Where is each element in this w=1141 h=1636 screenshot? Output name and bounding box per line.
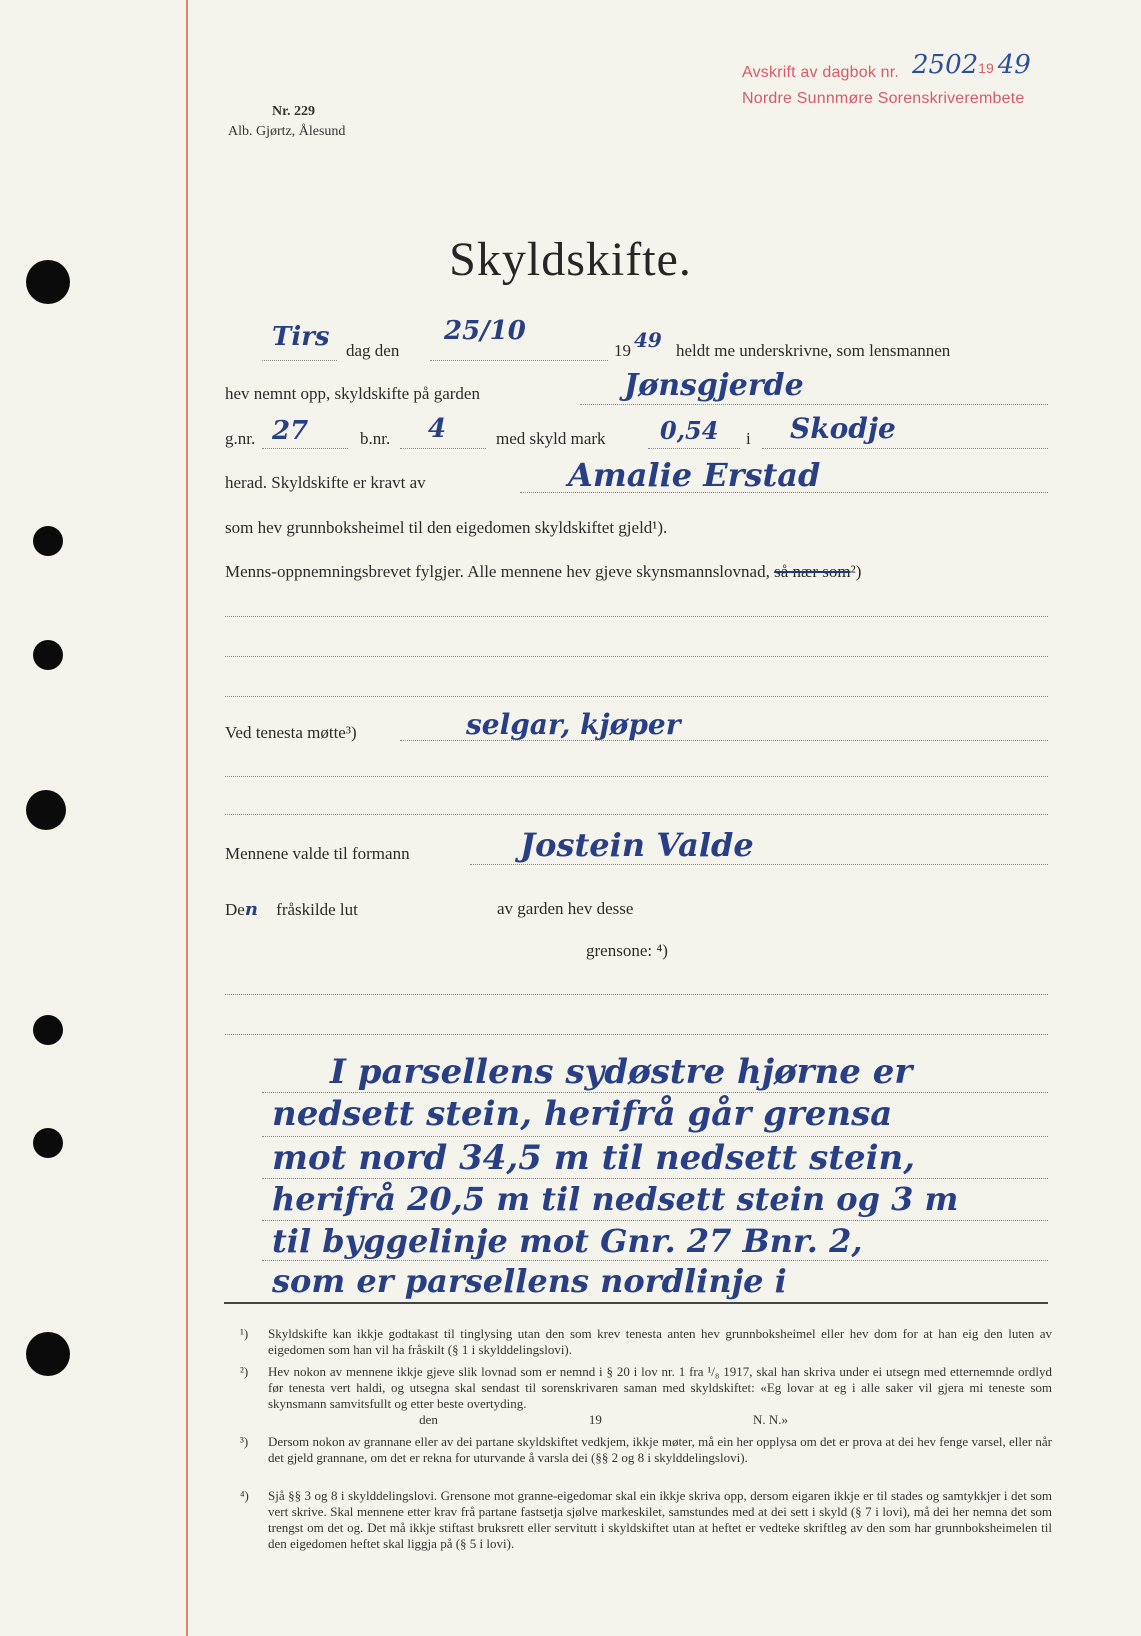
- year-handwritten: 49: [634, 328, 662, 352]
- footnote-4: [240, 1488, 1052, 1552]
- herad-handwritten: Skodje: [790, 412, 896, 445]
- footnote-text: Dersom nokon av grannane eller av dei partane skyldskiftet vedkjem, ikkje møter, må ein her opplysa om det er prova at dei hev fenge varsel, eller når det gjeld grannane, om det er rekna for uturvande å varsla dei (§§ 2 og 8 i skylddelingslovi).: [268, 1434, 1052, 1465]
- description-line: herifrå 20,5 m til nedsett stein og 3 m: [272, 1180, 959, 1218]
- stamp-year-prefix: 19: [978, 60, 994, 76]
- stamp-label: Avskrift av dagbok nr.: [742, 64, 900, 81]
- stamp-number: [912, 50, 1031, 80]
- dotted-line: [262, 360, 337, 361]
- footnote-2-text: Hev nokon av mennene ikkje gjeve slik lovnad som er nemnd i § 20 i lov nr. 1 fra ¹/₈ 1917, skal han skriva under ei utsegn med etternemnde ordlyd før tenesta vert haldi, og utsegna skal sendast til sorenskrivaren saman med skyldskiftet: «Eg lovar at eg i alle saker vil gjera mi teneste som skynsmann samvitsfullt og etter beste overtyding.: [268, 1364, 1052, 1411]
- dotted-line: [762, 448, 1048, 449]
- footnote-mark: ³): [240, 1434, 249, 1449]
- line-1-text: heldt me underskrivne, som lensmannen: [676, 341, 951, 360]
- de-text: De: [225, 900, 245, 919]
- farm-label: hev nemnt opp, skyldskifte på garden: [225, 384, 480, 403]
- punch-hole: [26, 1332, 70, 1376]
- de-suffix-handwritten: n: [244, 899, 258, 920]
- dotted-line: [225, 776, 1048, 777]
- footnote-mark: ¹): [240, 1326, 249, 1341]
- dotted-line: [520, 492, 1048, 493]
- description-line: til byggelinje mot Gnr. 27 Bnr. 2,: [272, 1222, 863, 1260]
- menns-line: [225, 562, 861, 582]
- printer-name: Alb. Gjørtz, Ålesund: [228, 124, 346, 139]
- chairman-handwritten: Jostein Valde: [520, 826, 754, 864]
- chairman-label: Mennene valde til formann: [225, 844, 410, 863]
- claimant-handwritten: Amalie Erstad: [568, 456, 821, 494]
- sig-19: 19: [588, 1412, 602, 1427]
- stamp-line-1: [742, 64, 899, 82]
- form-number: Nr. 229: [272, 104, 316, 119]
- footnote-3: [240, 1434, 1052, 1466]
- description-line: I parsellens sydøstre hjørne er: [330, 1052, 913, 1092]
- year-prefix: 19: [614, 341, 631, 360]
- attended-handwritten: selgar, kjøper: [466, 708, 681, 741]
- footnote-2-signature: [268, 1412, 788, 1428]
- dotted-line: [470, 864, 1048, 865]
- footnote-text: [268, 1364, 1052, 1428]
- dotted-line: [262, 1220, 1048, 1221]
- herad-claim-label: herad. Skyldskifte er kravt av: [225, 473, 426, 492]
- footnote-text: Skyldskifte kan ikkje godtakast til tinglysing utan den som krev tenesta anten hev grunnboksheimel eller hev dom for at han eig den luten av eigedomen som han vil ha fråskilt (§ 1 i skylddelingslovi).: [268, 1326, 1052, 1357]
- farm-name-handwritten: Jønsgjerde: [624, 368, 804, 403]
- footnote-mark: ²): [240, 1364, 249, 1379]
- gnr-value: 27: [272, 416, 309, 446]
- dotted-line: [262, 1260, 1048, 1261]
- description-line: mot nord 34,5 m til nedsett stein,: [272, 1138, 916, 1178]
- dotted-line: [225, 994, 1048, 995]
- dotted-line: [225, 696, 1048, 697]
- bnr-value: 4: [428, 414, 447, 444]
- dotted-line: [262, 1178, 1048, 1179]
- i-label: i: [746, 429, 751, 448]
- dotted-line: [648, 448, 740, 449]
- dag-den-label: dag den: [346, 341, 400, 360]
- menns-text: Menns-oppnemningsbrevet fylgjer. Alle mennene hev gjeve skynsmannslovnad,: [225, 562, 770, 581]
- gnr-label: g.nr.: [225, 429, 256, 448]
- grunnbok-line: som hev grunnboksheimel til den eigedomen skyldskiftet gjeld¹).: [225, 518, 668, 537]
- document-title: Skyldskifte.: [449, 233, 692, 286]
- weekday-handwritten: Tirs: [272, 322, 330, 352]
- skyld-label: med skyld mark: [496, 429, 606, 448]
- stamp-year: 49: [997, 50, 1031, 80]
- dotted-line: [430, 360, 608, 361]
- punch-hole: [26, 790, 66, 830]
- parcel-rest: av garden hev desse: [497, 899, 634, 918]
- footnote-text: Sjå §§ 3 og 8 i skylddelingslovi. Grensone mot granne-eigedomar skal ein ikkje skriva opp, dersom eigaren ikkje er til stades og samtykkjer i det som vert skrive. Skal mennene etter krav frå partane fastsetja sjølve markeskilet, samstundes med at dei sett i skyld (§ 7 i lovi), må dei her nemna det som trengst om det og. Det må ikkje stiftast bruksrett eller servitutt i skyldskiftet utan at heftet er vedteke skriftleg av den som har grunnboksheimelen til den eigedomen heftet skal liggja på (§ 5 i lovi).: [268, 1488, 1052, 1551]
- sig-den: den: [419, 1412, 438, 1427]
- dotted-line: [400, 448, 486, 449]
- footnote-ref-2: ²): [850, 562, 862, 581]
- dotted-line: [262, 1092, 1048, 1093]
- description-line: nedsett stein, herifrå går grensa: [272, 1094, 893, 1134]
- punch-hole: [33, 1015, 63, 1045]
- sig-nn: N. N.»: [752, 1412, 788, 1427]
- dotted-line: [580, 404, 1048, 405]
- footnote-mark: ⁴): [240, 1488, 249, 1503]
- skyld-value: 0,54: [660, 416, 719, 445]
- stamp-line-2: [742, 90, 1024, 108]
- dotted-line: [225, 1034, 1048, 1035]
- parcel-line: [225, 899, 358, 920]
- footnote-1: [240, 1326, 1052, 1358]
- description-line: som er parsellens nordlinje i: [272, 1262, 787, 1300]
- footnote-separator: [224, 1302, 1048, 1304]
- dotted-line: [225, 814, 1048, 815]
- parcel-label: fråskilde lut: [276, 900, 358, 919]
- punch-hole: [33, 526, 63, 556]
- dotted-line: [225, 616, 1048, 617]
- dotted-line: [225, 656, 1048, 657]
- footnote-2: [240, 1364, 1052, 1428]
- struck-text: så nær som: [774, 562, 851, 581]
- date-handwritten: 25/10: [444, 316, 526, 346]
- punch-hole: [33, 640, 63, 670]
- boundaries-label: grensone: ⁴): [586, 941, 668, 960]
- stamp-office: Nordre Sunnmøre Sorenskriverembete: [742, 90, 1025, 107]
- stamp-dagbok-number: 2502: [912, 50, 979, 80]
- punch-hole: [33, 1128, 63, 1158]
- bnr-label: b.nr.: [360, 429, 391, 448]
- dotted-line: [262, 1136, 1048, 1137]
- dotted-line: [262, 448, 348, 449]
- attended-label: Ved tenesta møtte³): [225, 723, 357, 742]
- dotted-line: [400, 740, 1048, 741]
